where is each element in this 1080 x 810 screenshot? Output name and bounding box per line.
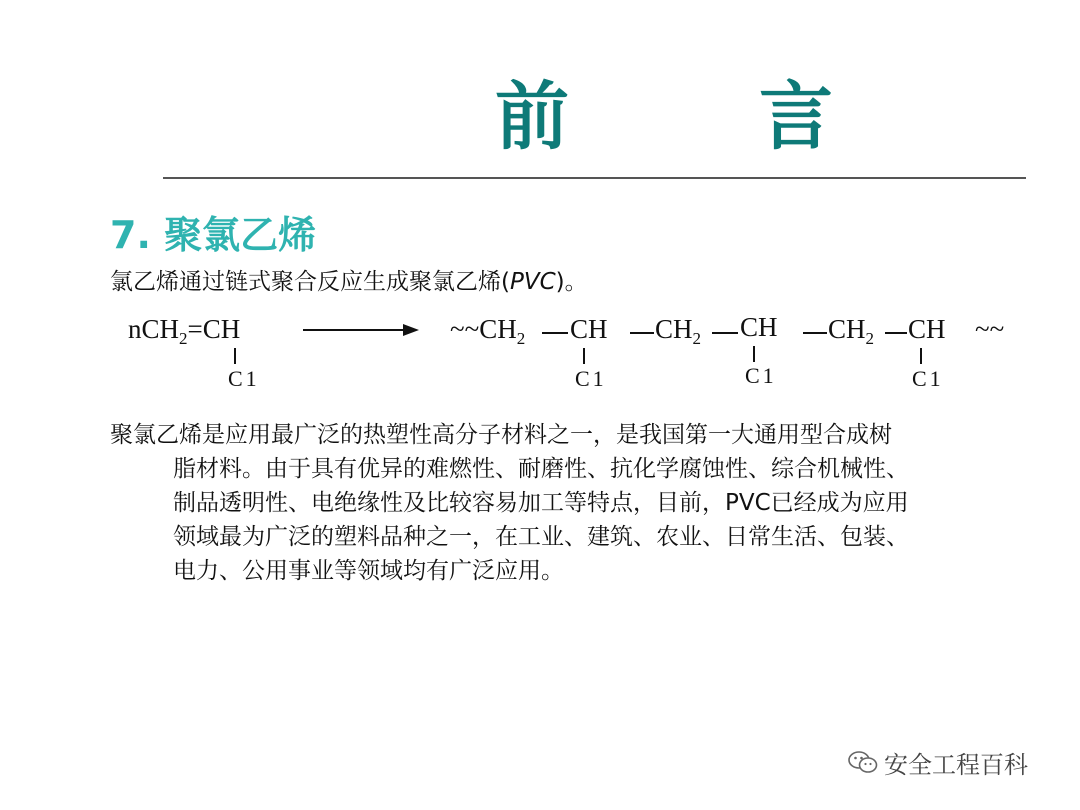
reaction-arrow-icon (303, 320, 421, 340)
chain-start: $\sim\sim CH_2$ (450, 314, 526, 348)
chain-substituent-3: C1 (912, 366, 944, 391)
paragraph-line: 领域最为广泛的塑料品种之一，在工业、建筑、农业、日常生活、包装、 (173, 524, 909, 550)
polymerization-equation (120, 308, 1020, 398)
chain-bond (885, 332, 907, 334)
substituent-bond-3 (920, 348, 922, 364)
intro-sentence (110, 263, 588, 296)
chain-bond (542, 332, 568, 334)
chain-substituent-1: C1 (575, 366, 607, 391)
chain-bond (712, 332, 738, 334)
chain-bond (803, 332, 827, 334)
reactant-bond (234, 348, 236, 364)
chain-bond (630, 332, 654, 334)
chain-ch-2: CH (740, 312, 778, 342)
chain-ch-1: CH (570, 314, 608, 344)
chain-end: ~~ (975, 314, 1005, 344)
substituent-bond-2 (753, 346, 755, 362)
chain-ch2-3: $CH_2$ (828, 314, 875, 348)
description-paragraph (110, 418, 1065, 588)
paragraph-line: 制品透明性、电绝缘性及比较容易加工等特点，目前，PVC已经成为应用 (173, 490, 909, 516)
title-divider (163, 177, 1026, 179)
intro-suffix: )。 (555, 269, 588, 295)
section-heading: 7. 聚氯乙烯 (110, 213, 317, 257)
reactant-formula: nCH$_2$=CH (128, 314, 241, 348)
paragraph-line: 聚氯乙烯是应用最广泛的热塑性高分子材料之一，是我国第一大通用型合成树 (110, 422, 892, 448)
intro-abbr: PVC (509, 269, 556, 295)
paragraph-line: 脂材料。由于具有优异的难燃性、耐磨性、抗化学腐蚀性、综合机械性、 (173, 456, 909, 482)
chain-ch-3: CH (908, 314, 946, 344)
slide-title: 前 言 (495, 74, 891, 160)
chain-substituent-2: C1 (745, 363, 777, 388)
paragraph-line: 电力、公用事业等领域均有广泛应用。 (173, 558, 564, 584)
reactant-substituent: C1 (228, 366, 260, 391)
intro-prefix: 氯乙烯通过链式聚合反应生成聚氯乙烯( (110, 269, 510, 295)
wechat-icon (848, 750, 878, 774)
chain-ch2-2: $CH_2$ (655, 314, 702, 348)
substituent-bond-1 (583, 348, 585, 364)
watermark-text: 安全工程百科 (884, 751, 1028, 779)
